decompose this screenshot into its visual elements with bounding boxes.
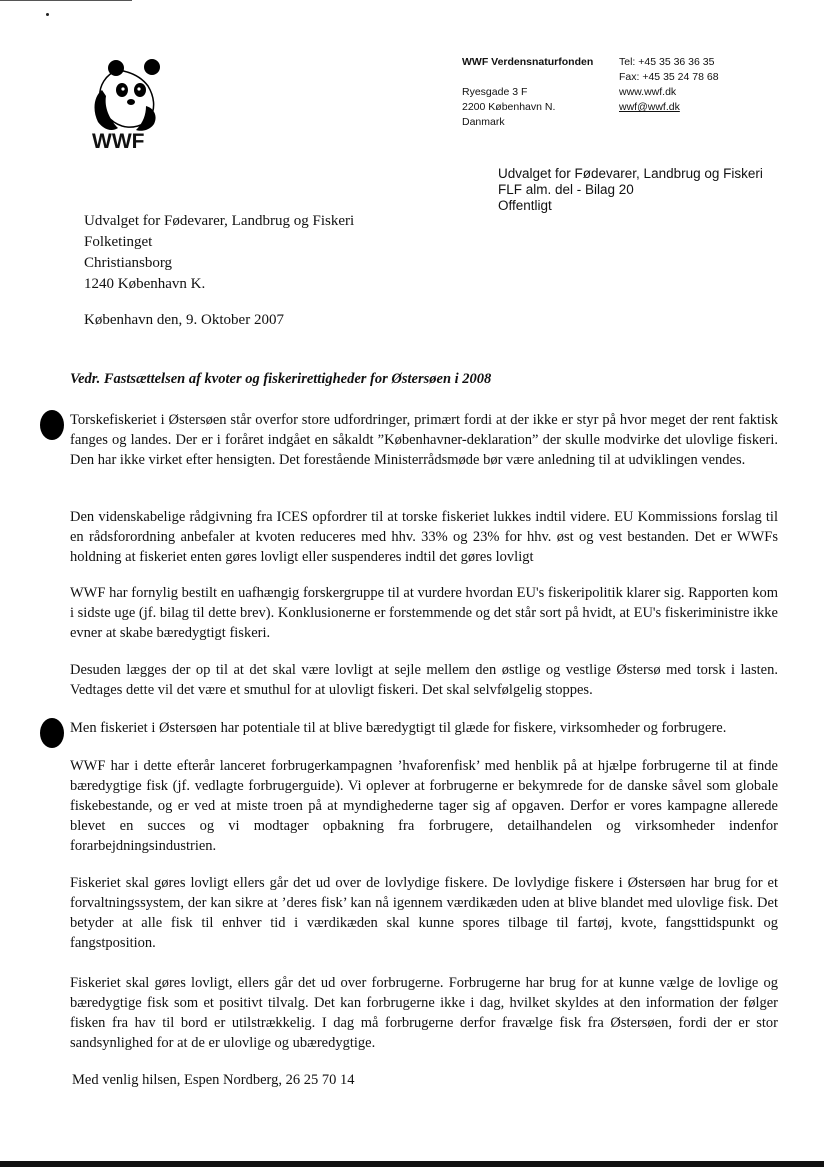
body-paragraph: Men fiskeriet i Østersøen har potentiale til at blive bæredygtigt til glæde for fiskere, virksomheder og forbrugere.	[70, 720, 727, 736]
recipient-line: Udvalget for Fødevarer, Landbrug og Fiskeri	[84, 213, 355, 229]
body-paragraph: WWF har fornylig bestilt en uafhængig forskergruppe til at vurdere hvordan EU's fiskeripolitik klarer sig. Rapporten kom i sidste uge (jf. bilag til dette brev). Konklusionerne er forstemmende og det står sort på hvidt, at EU's fiskeriministre ikke evner at skabe bæredygtigt fiskeri.	[70, 585, 778, 641]
sender-address-line: Danmark	[462, 116, 505, 128]
date-line: København den, 9. Oktober 2007	[84, 312, 284, 328]
body-paragraph: WWF har i dette efterår lanceret forbrugerkampagnen ’hvaforenfisk’ med henblik på at hjælpe forbrugerne til at finde bæredygtige fisk (jf. vedlagte forbrugerguide). Vi oplever at forbrugerne er bekymrede for de danske såvel som globale fiskebestande, og er ved at miste troen på at myndighederne tager sig af opgaven. Derfor er vores kampagne allerede blevet en succes og vi modtager opbakning fra forbrugere, detailhandelen og virksomheder indenfor forarbejdningsindustrien.	[70, 758, 778, 854]
signature-line: Med venlig hilsen, Espen Nordberg, 26 25 70 14	[72, 1072, 355, 1088]
stamp-line-3: Offentligt	[498, 198, 552, 213]
bullet-dot-icon	[40, 718, 64, 748]
sender-org-name: WWF Verdensnaturfonden	[462, 56, 594, 68]
scan-speck	[46, 13, 49, 16]
sender-address-line: Ryesgade 3 F	[462, 86, 528, 98]
sender-address-line: 2200 København N.	[462, 101, 556, 113]
body-paragraph: Torskefiskeriet i Østersøen står overfor store udfordringer, primært fordi at der ikke er styr på hvor meget der rent faktisk fanges og landes. Der er i foråret indgået en såkaldt ”Københavner-deklaration” der skulle modvirke det ulovlige fiskeri. Den har ikke virket efter hensigten. Det forestående Ministerrådsmøde bør være anledning til at udviklingen vendes.	[70, 412, 778, 468]
scan-bottom-bar	[0, 1161, 824, 1167]
body-paragraph: Fiskeriet skal gøres lovligt ellers går det ud over de lovlydige fiskere. De lovlydige fiskere i Østersøen har brug for et forvaltningssystem, der kan sikre at ’deres fisk’ kan nå igennem værdikæden uden at blive blandet med ulovlige fisk. Det betyder at alle fisk til enhver tid i værdikæden skal kunne spores tilbage til fartøj, kvote, fangsttidspunkt og fangstposition.	[70, 875, 778, 951]
scan-top-line	[0, 0, 132, 1]
committee-stamp	[498, 166, 763, 214]
recipient-line: Christiansborg	[84, 255, 173, 271]
bullet-dot-icon	[40, 410, 64, 440]
recipient-address	[84, 211, 354, 295]
sender-contact	[619, 55, 719, 115]
body-paragraph: Fiskeriet skal gøres lovligt, ellers går det ud over forbrugerne. Forbrugerne har brug for at kunne vælge de lovlige og bæredygtige fisk som et positivt tilvalg. Det kan forbrugerne ikke i dag, hvilket skyldes at den information der følger fisken fra hav til bord er utilstrækkelig. I dag må forbrugerne derfor fravælge fisk fra Østersøen, fordi der er stor sandsynlighed for at de er ulovlige og ubæredygtige.	[70, 975, 778, 1051]
body-paragraph: Den videnskabelige rådgivning fra ICES opfordrer til at torske fiskeriet lukkes indtil videre. EU Kommissions forslag til en rådsforordning anbefaler at kvoten reduceres med hhv. 33% og 23% for hhv. øst og vest bestanden. Det er WWFs holdning at fiskeriet enten gøres lovligt eller suspenderes indtil det gøres lovligt	[70, 509, 778, 565]
sender-fax: Fax: +45 35 24 78 68	[619, 71, 719, 83]
wwf-logo-text: WWF	[92, 130, 145, 153]
recipient-line: 1240 København K.	[84, 276, 206, 292]
sender-web[interactable]: www.wwf.dk	[619, 86, 677, 98]
sender-email[interactable]: wwf@wwf.dk	[619, 101, 680, 113]
sender-address	[462, 85, 555, 130]
subject-line: Vedr. Fastsættelsen af kvoter og fiskerirettigheder for Østersøen i 2008	[70, 371, 492, 387]
sender-tel: Tel: +45 35 36 36 35	[619, 56, 715, 68]
stamp-line-2: FLF alm. del - Bilag 20	[498, 182, 634, 197]
stamp-line-1: Udvalget for Fødevarer, Landbrug og Fiskeri	[498, 166, 763, 181]
recipient-line: Folketinget	[84, 234, 153, 250]
body-paragraph: Desuden lægges der op til at det skal være lovligt at sejle mellem den østlige og vestlige Østersø med torsk i lasten. Vedtages dette vil det være et smuthul for at ulovligt fiskeri. Det skal selvfølgelig stoppes.	[70, 662, 778, 698]
